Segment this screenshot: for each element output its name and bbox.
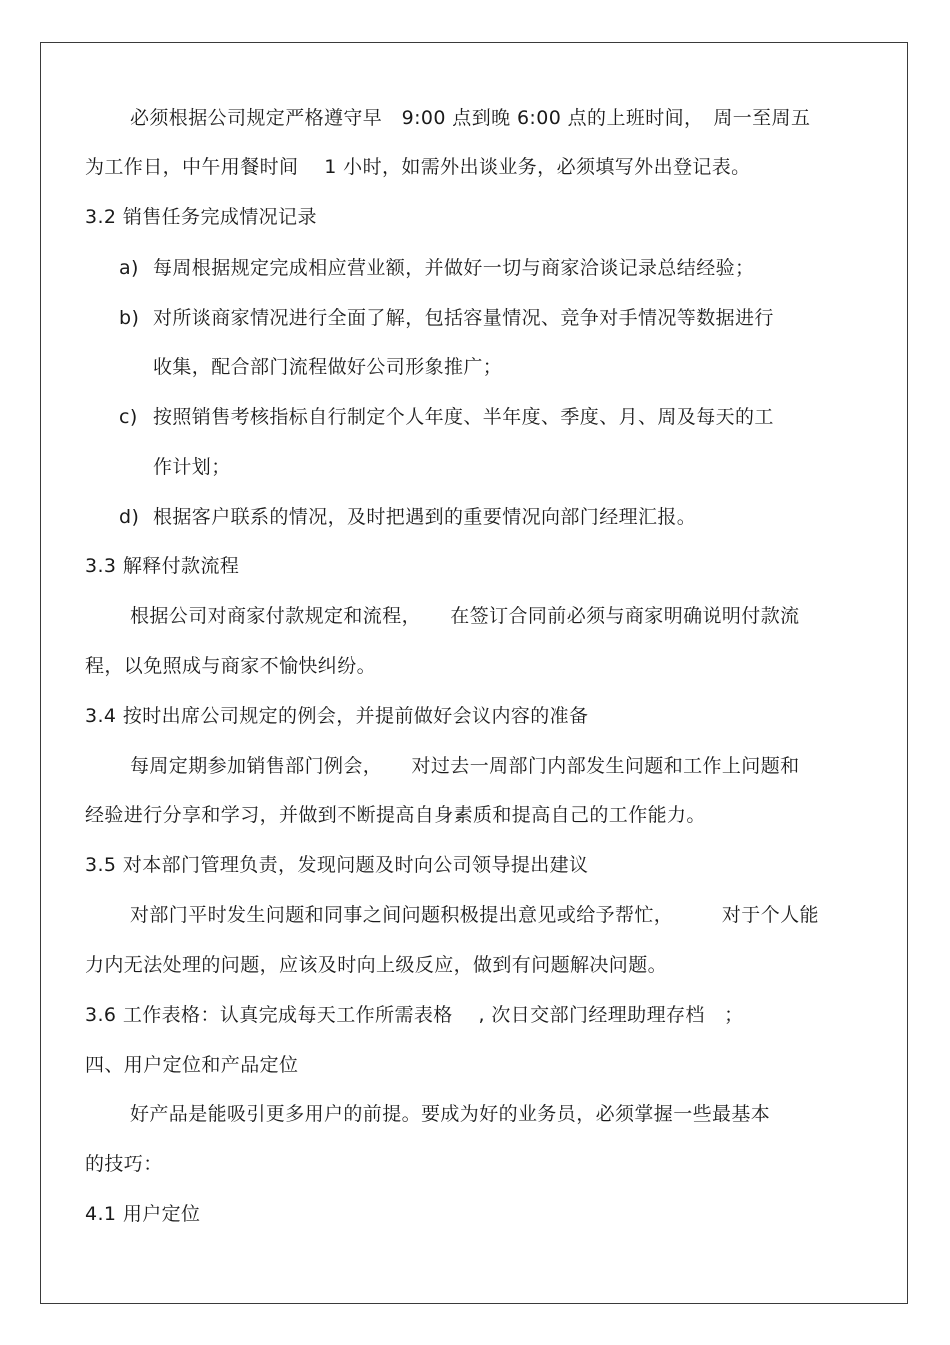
section-heading: 3.2 销售任务完成情况记录 xyxy=(85,206,317,228)
paragraph-line: 根据公司对商家付款规定和流程， 在签订合同前必须与商家明确说明付款流 xyxy=(130,605,800,627)
list-item-text: 按照销售考核指标自行制定个人年度、半年度、季度、月、周及每天的工 xyxy=(153,406,774,428)
paragraph-line: 对部门平时发生问题和同事之间问题积极提出意见或给予帮忙， 对于个人能 xyxy=(130,904,819,926)
section-heading: 3.5 对本部门管理负责，发现问题及时向公司领导提出建议 xyxy=(85,854,589,876)
list-item-text: 对所谈商家情况进行全面了解，包括容量情况、竞争对手情况等数据进行 xyxy=(153,307,774,329)
paragraph-line: 好产品是能吸引更多用户的前提。要成为好的业务员，必须掌握一些最基本 xyxy=(130,1103,771,1125)
paragraph-line: 力内无法处理的问题，应该及时向上级反应，做到有问题解决问题。 xyxy=(85,954,668,976)
paragraph-line: 必须根据公司规定严格遵守早 9:00 点到晚 6:00 点的上班时间， 周一至周五 xyxy=(130,107,811,129)
list-item-label: d) xyxy=(119,506,140,528)
section-heading: 3.3 解释付款流程 xyxy=(85,555,240,577)
paragraph-line: 每周定期参加销售部门例会， 对过去一周部门内部发生问题和工作上问题和 xyxy=(130,755,800,777)
list-item-text: 作计划； xyxy=(153,456,231,478)
section-heading: 3.4 按时出席公司规定的例会，并提前做好会议内容的准备 xyxy=(85,705,589,727)
list-item-label: b) xyxy=(119,307,140,329)
list-item-text: 根据客户联系的情况，及时把遇到的重要情况向部门经理汇报。 xyxy=(153,506,697,528)
list-item-text: 收集，配合部门流程做好公司形象推广； xyxy=(153,356,503,378)
section-heading: 3.6 工作表格：认真完成每天工作所需表格 , 次日交部门经理助理存档 ； xyxy=(85,1004,744,1026)
section-heading: 4.1 用户定位 xyxy=(85,1203,201,1225)
list-item-text: 每周根据规定完成相应营业额，并做好一切与商家洽谈记录总结经验； xyxy=(153,257,755,279)
list-item-label: c) xyxy=(119,406,138,428)
paragraph-line: 程，以免照成与商家不愉快纠纷。 xyxy=(85,655,377,677)
paragraph-line: 的技巧： xyxy=(85,1153,163,1175)
chapter-heading: 四、用户定位和产品定位 xyxy=(85,1054,299,1076)
paragraph-line: 经验进行分享和学习，并做到不断提高自身素质和提高自己的工作能力。 xyxy=(85,804,706,826)
list-item-label: a) xyxy=(119,257,139,279)
paragraph-line: 为工作日，中午用餐时间 1 小时，如需外出谈业务，必须填写外出登记表。 xyxy=(85,156,751,178)
